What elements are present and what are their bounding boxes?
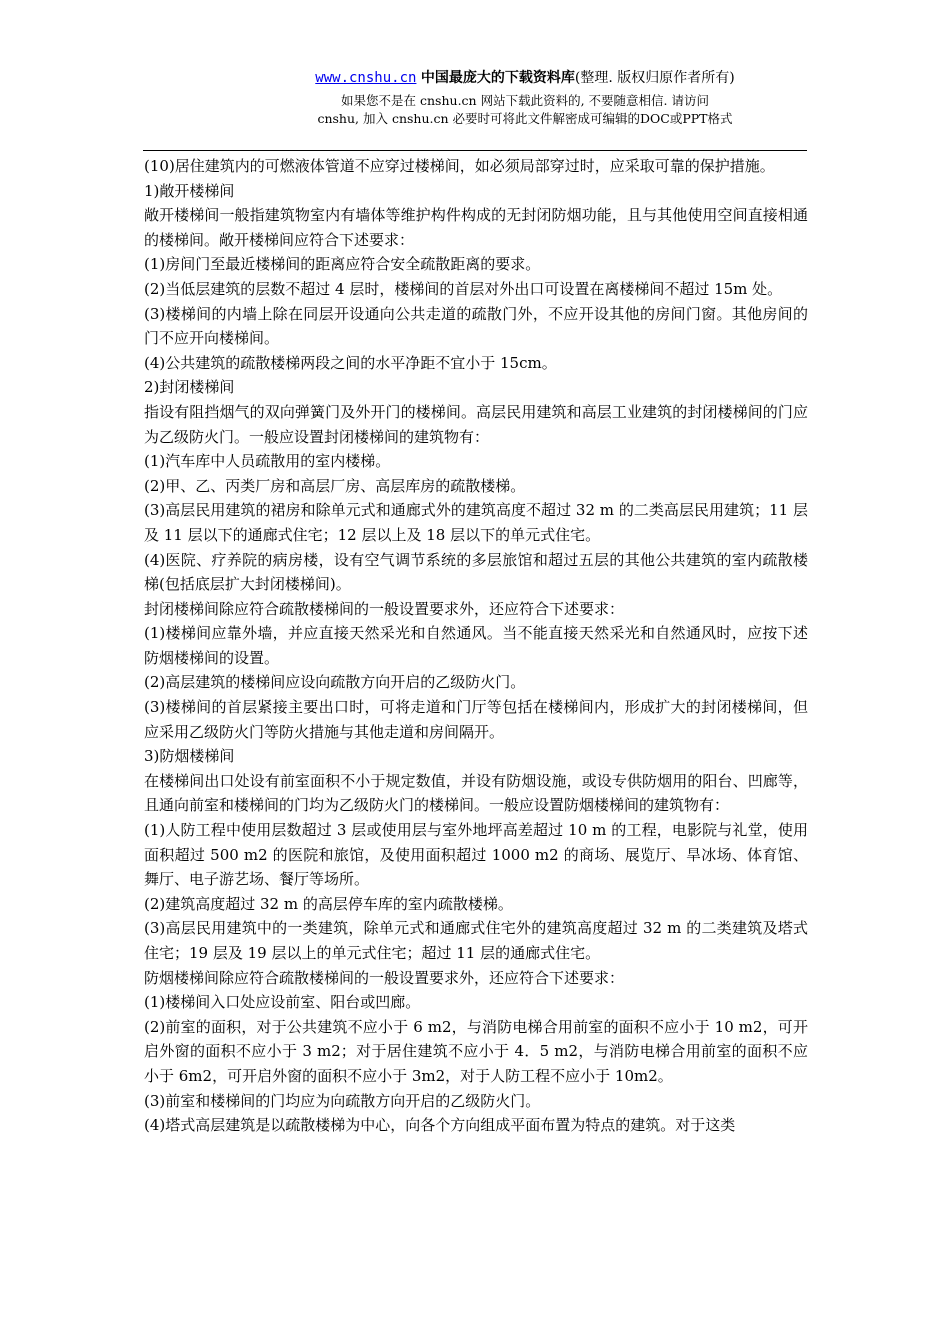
paragraph: (1)楼梯间入口处应设前室、阳台或凹廊。 [144,993,421,1012]
notice-line-2: cnshu, 加入 cnshu.cn 必要时可将此文件解密成可编辑的DOC或PPT格式 [317,111,733,126]
paragraph: (2)建筑高度超过 32 m 的高层停车库的室内疏散楼梯。 [144,894,513,913]
paragraph: (3)楼梯间的首层紧接主要出口时，可将走道和门厅等包括在楼梯间内，形成扩大的封闭楼梯间，但应采用乙级防火门等防火措施与其他走道和房间隔开。 [144,698,808,741]
paragraph: (3)高层民用建筑的裙房和除单元式和通廊式外的建筑高度不超过 32 m 的二类高层民用建筑；11 层及 11 层以下的通廊式住宅；12 层以上及 18 层以下的单元式住宅。 [144,501,808,544]
paragraph: (10)居住建筑内的可燃液体管道不应穿过楼梯间，如必须局部穿过时，应采取可靠的保护措施。 [144,157,775,175]
paragraph: 在楼梯间出口处设有前室面积不小于规定数值，并设有防烟设施，或设专供防烟用的阳台、凹廊等，且通向前室和楼梯间的门均为乙级防火门的楼梯间。一般应设置防烟楼梯间的建筑物有： [144,771,808,815]
brand-name: 中国最庞大的下载资料库 [420,70,575,86]
page-header [245,68,805,128]
paragraph: (2)甲、乙、丙类厂房和高层厂房、高层库房的疏散楼梯。 [144,476,526,495]
paragraph: (1)房间门至最近楼梯间的距离应符合安全疏散距离的要求。 [144,255,541,274]
section-heading: 1)敞开楼梯间 [144,181,235,200]
paragraph: (2)高层建筑的楼梯间应设向疏散方向开启的乙级防火门。 [144,673,526,692]
paragraph: (4)公共建筑的疏散楼梯两段之间的水平净距不宜小于 15cm。 [144,353,557,372]
notice-line-1: 如果您不是在 cnshu.cn 网站下载此资料的, 不要随意相信. 请访问 [341,93,709,108]
header-title-line [245,68,805,88]
paragraph: (4)塔式高层建筑是以疏散楼梯为中心，向各个方向组成平面布置为特点的建筑。对于这类 [144,1116,736,1135]
section-heading: 3)防烟楼梯间 [144,747,235,766]
brand-note: (整理. 版权归原作者所有) [574,70,735,86]
paragraph: 封闭楼梯间除应符合疏散楼梯间的一般设置要求外，还应符合下述要求： [144,599,625,618]
paragraph: 指设有阻挡烟气的双向弹簧门及外开门的楼梯间。高层民用建筑和高层工业建筑的封闭楼梯间的门应为乙级防火门。一般应设置封闭楼梯间的建筑物有： [144,402,808,446]
paragraph: (3)前室和楼梯间的门均应为向疏散方向开启的乙级防火门。 [144,1091,541,1110]
paragraph: (1)汽车库中人员疏散用的室内楼梯。 [144,452,391,471]
document-body [144,154,808,1138]
paragraph: (3)楼梯间的内墙上除在同层开设通向公共走道的疏散门外，不应开设其他的房间门窗。其他房间的门不应开向楼梯间。 [144,304,808,348]
paragraph: (1)楼梯间应靠外墙，并应直接天然采光和自然通风。当不能直接天然采光和自然通风时，应按下述防烟楼梯间的设置。 [144,624,808,667]
header-notice [245,92,805,128]
paragraph: 敞开楼梯间一般指建筑物室内有墙体等维护构件构成的无封闭防烟功能，且与其他使用空间直接相通的楼梯间。敞开楼梯间应符合下述要求： [144,206,808,249]
paragraph: (2)前室的面积，对于公共建筑不应小于 6 m2，与消防电梯合用前室的面积不应小于 10 m2，可开启外窗的面积不应小于 3 m2；对于居住建筑不应小于 4．5 m2，与消防电梯合用前室的面积不应小于 6m2，可开启外窗的面积不应小于 3m2，对于人防工程不应小于 10m2。 [144,1017,808,1085]
site-link[interactable]: www.cnshu.cn [315,70,417,86]
section-heading: 2)封闭楼梯间 [144,378,235,397]
paragraph: 防烟楼梯间除应符合疏散楼梯间的一般设置要求外，还应符合下述要求： [144,968,625,987]
paragraph: (4)医院、疗养院的病房楼，设有空气调节系统的多层旅馆和超过五层的其他公共建筑的室内疏散楼梯(包括底层扩大封闭楼梯间)。 [144,550,808,594]
paragraph: (3)高层民用建筑中的一类建筑，除单元式和通廊式住宅外的建筑高度超过 32 m 的二类建筑及塔式住宅；19 层及 19 层以上的单元式住宅；超过 11 层的通廊式住宅。 [144,919,808,962]
paragraph: (1)人防工程中使用层数超过 3 层或使用层与室外地坪高差超过 10 m 的工程，电影院与礼堂，使用面积超过 500 m2 的医院和旅馆，及使用面积超过 1000 m2 的商场、展览厅、旱冰场、体育馆、舞厅、电子游艺场、餐厅等场所。 [144,821,808,889]
header-divider [143,150,807,151]
paragraph: (2)当低层建筑的层数不超过 4 层时，楼梯间的首层对外出口可设置在离楼梯间不超过 15m 处。 [144,279,783,298]
